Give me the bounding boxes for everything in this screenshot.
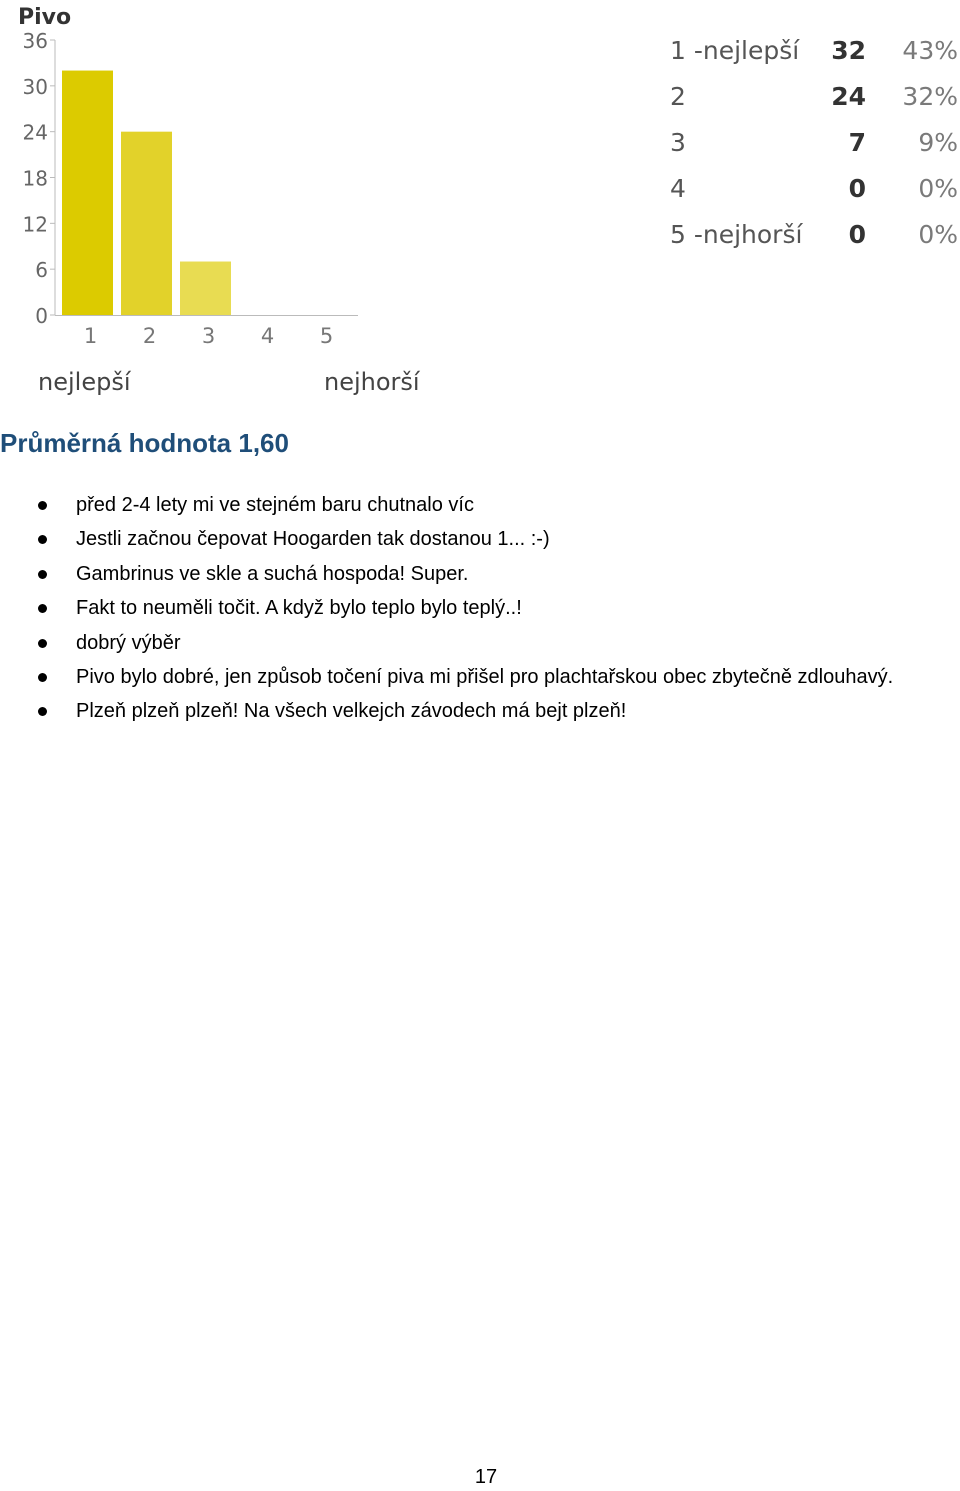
bar-2 [121, 132, 172, 315]
bullet-icon [38, 639, 47, 648]
bullet-icon [38, 501, 47, 510]
bullet-icon [38, 707, 47, 716]
response-percent: 0% [918, 174, 958, 203]
response-count: 7 [848, 128, 866, 157]
y-tick-label: 0 [35, 304, 48, 328]
bullet-icon [38, 535, 47, 544]
response-percent: 43% [902, 36, 958, 65]
response-percent: 9% [918, 128, 958, 157]
list-item [0, 660, 893, 694]
x-tick-label: 2 [142, 324, 157, 348]
bar-3 [180, 262, 231, 315]
bullet-icon [38, 604, 47, 613]
comment-text: Fakt to neuměli točit. A když bylo teplo bylo teplý..! [76, 597, 522, 620]
x-tick-label: 5 [319, 324, 334, 348]
response-count: 24 [831, 82, 866, 111]
rating-label: 3 [670, 128, 686, 157]
x-tick-label: 1 [83, 324, 98, 348]
y-tick-label: 30 [22, 74, 48, 99]
list-item [0, 591, 893, 625]
summary-row [670, 166, 958, 212]
average-value: Průměrná hodnota 1,60 [0, 428, 289, 458]
bullet-icon [38, 570, 47, 579]
x-tick-label: 3 [201, 324, 216, 348]
x-label-worst: nejhorší [324, 368, 420, 396]
list-item [0, 626, 893, 660]
rating-label: 2 [670, 82, 686, 111]
rating-label: 4 [670, 174, 686, 203]
response-percent: 0% [918, 220, 958, 249]
results-table [670, 28, 958, 258]
response-count: 0 [848, 220, 866, 249]
page-number: 17 [474, 1466, 498, 1488]
bar-1 [62, 71, 113, 315]
comment-text: Jestli začnou čepovat Hoogarden tak dostanou 1... :-) [76, 528, 550, 551]
response-count: 0 [848, 174, 866, 203]
summary-row [670, 212, 958, 258]
chart-title: Pivo [18, 5, 72, 30]
bar-chart [0, 0, 440, 400]
rating-label: 5 -nejhorší [670, 220, 803, 249]
rating-label: 1 -nejlepší [670, 36, 800, 65]
response-percent: 32% [902, 82, 958, 111]
list-item [0, 694, 893, 728]
summary-row [670, 28, 958, 74]
comment-list [0, 488, 893, 729]
y-tick-label: 24 [22, 120, 48, 145]
y-tick-label: 6 [35, 258, 48, 283]
x-tick-label: 4 [260, 324, 275, 348]
summary-row [670, 120, 958, 166]
x-label-best: nejlepší [38, 368, 131, 396]
y-tick-label: 18 [22, 166, 48, 191]
y-tick-label: 12 [22, 212, 48, 237]
bars-group [62, 71, 231, 315]
response-count: 32 [831, 36, 866, 65]
comment-text: dobrý výběr [76, 631, 181, 654]
comment-text: před 2-4 lety mi ve stejném baru chutnalo víc [76, 494, 474, 516]
x-axis [84, 324, 333, 348]
y-tick-label: 36 [22, 29, 48, 53]
list-item [0, 557, 893, 591]
comment-text: Plzeň plzeň plzeň! Na všech velkejch závodech má bejt plzeň! [76, 700, 627, 723]
comment-text: Pivo bylo dobré, jen způsob točení piva mi přišel pro plachtařskou obec zbytečně zdlouhavý. [76, 665, 894, 688]
summary-row [670, 74, 958, 120]
bullet-icon [38, 673, 47, 682]
comment-text: Gambrinus ve skle a suchá hospoda! Super. [76, 562, 469, 585]
list-item [0, 488, 893, 522]
list-item [0, 522, 893, 556]
